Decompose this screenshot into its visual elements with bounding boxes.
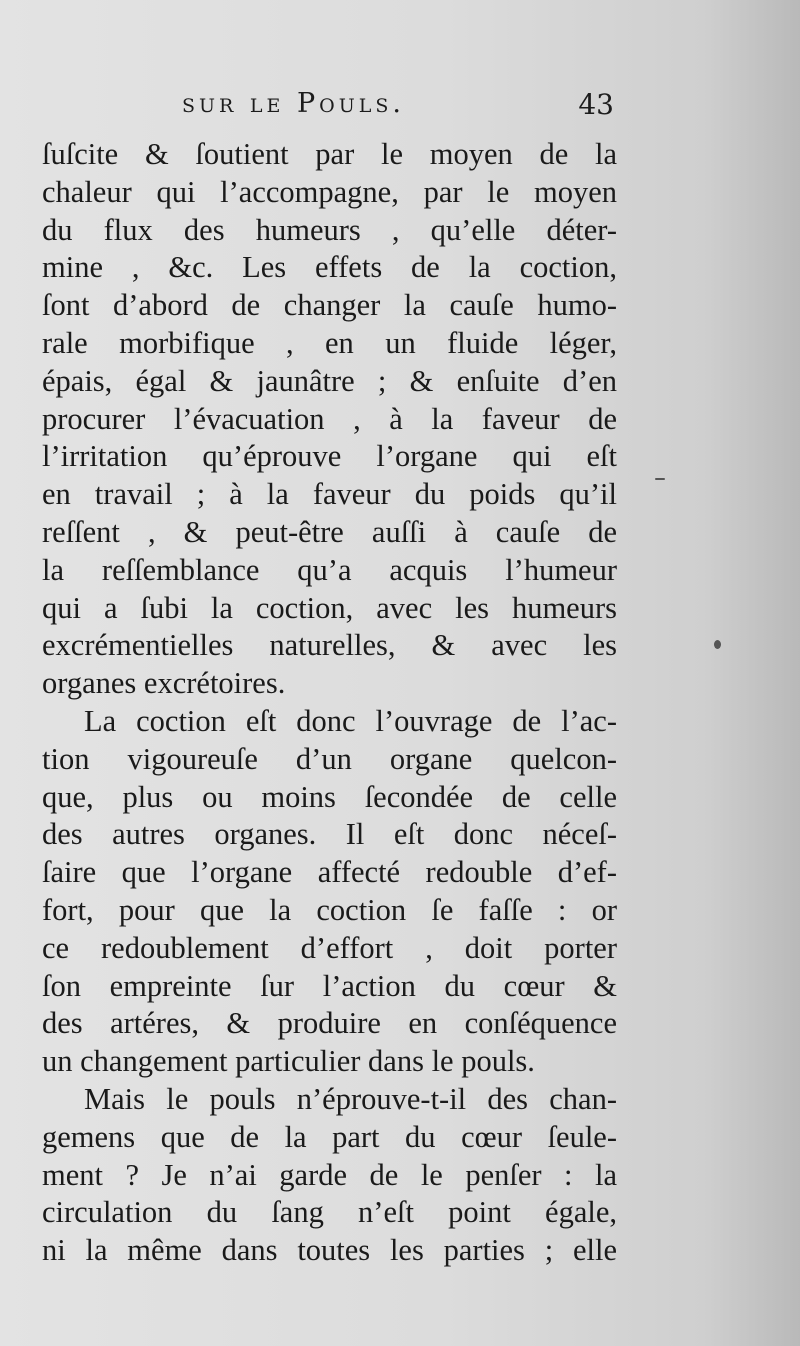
text-line: ſont d’abord de changer la cauſe humo- [42,288,617,323]
text-line: la reſſemblance qu’a acquis l’humeur [42,552,617,587]
text-line: mine , &c. Les effets de la coction, [42,250,617,285]
text-line: en travail ; à la faveur du poids qu’il [42,477,617,512]
ink-speck [655,478,665,480]
text-line: circulation du ſang n’eſt point égale, [42,1195,617,1230]
text-line: ſon empreinte ſur l’action du cœur & [42,968,617,1003]
text-line: La coction eſt donc l’ouvrage de l’ac- [84,703,617,738]
running-head: sur le Pouls. [182,88,405,119]
text-line: épais, égal & jaunâtre ; & enſuite d’en [42,363,617,398]
text-line: ce redoublement d’effort , doit porter [42,930,617,965]
text-line: Mais le pouls n’éprouve-t-il des chan- [84,1081,617,1116]
text-line: fort, pour que la coction ſe faſſe : or [42,892,617,927]
text-line: organes excrétoires. [42,666,286,701]
text-line: tion vigoureuſe d’un organe quelcon- [42,741,617,776]
text-line: qui a ſubi la coction, avec les humeurs [42,590,617,625]
text-line: reſſent , & peut-être auſſi à cauſe de [42,514,617,549]
page-number: 43 [578,88,614,121]
text-line: procurer l’évacuation , à la faveur de [42,401,617,436]
text-line: excrémentielles naturelles, & avec les [42,628,617,663]
text-line: chaleur qui l’accompagne, par le moyen [42,174,617,209]
text-line: ni la même dans toutes les parties ; elle [42,1233,617,1268]
text-line: que, plus ou moins ſecondée de celle [42,779,617,814]
page-header [42,88,614,128]
ink-speck [714,640,721,649]
body-text [42,136,617,1270]
text-line: des autres organes. Il eſt donc néceſ- [42,817,617,852]
text-line: l’irritation qu’éprouve l’organe qui eſt [42,439,617,474]
text-line: gemens que de la part du cœur ſeule- [42,1119,617,1154]
text-line: ment ? Je n’ai garde de le penſer : la [42,1157,617,1192]
text-line: du flux des humeurs , qu’elle déter- [42,212,617,247]
text-line: ſuſcite & ſoutient par le moyen de la [42,137,617,171]
text-line: rale morbifique , en un fluide léger, [42,325,617,360]
text-line: ſaire que l’organe affecté redouble d’ef- [42,855,617,890]
text-line: un changement particulier dans le pouls. [42,1044,535,1079]
text-line: des artéres, & produire en conſéquence [42,1006,617,1041]
